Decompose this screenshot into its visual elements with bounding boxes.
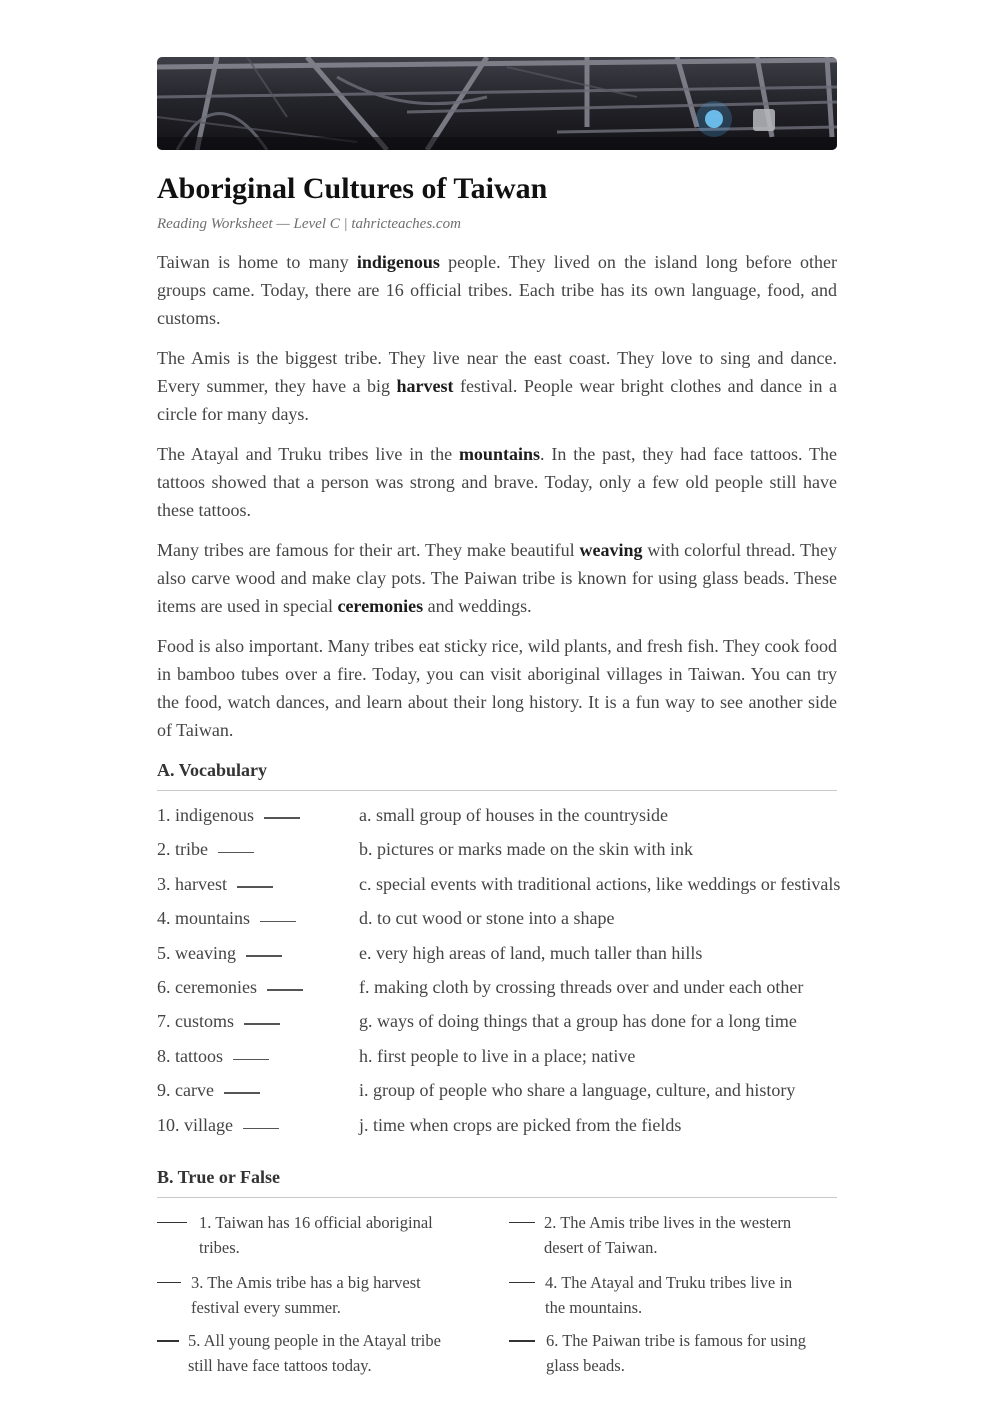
answer-blank[interactable] bbox=[157, 1340, 179, 1342]
roof-structure-illustration bbox=[157, 57, 837, 150]
answer-blank[interactable] bbox=[264, 817, 300, 819]
worksheet-page bbox=[157, 57, 841, 1390]
keyword-mountains: mountains bbox=[458, 444, 540, 464]
answer-blank[interactable] bbox=[157, 1222, 187, 1223]
true-false-heading: B. True or False bbox=[157, 1165, 837, 1198]
answer-blank[interactable] bbox=[233, 1059, 269, 1060]
vocab-term: 2. tribe bbox=[157, 839, 208, 860]
vocab-definition: h. first people to live in a place; native bbox=[359, 1045, 636, 1066]
header-photo bbox=[157, 57, 837, 150]
tf-question-5: 5. All young people in the Atayal tribe still have face tattoos today. bbox=[157, 1328, 457, 1378]
vocab-row bbox=[157, 1007, 837, 1041]
vocab-term: 5. weaving bbox=[157, 942, 236, 963]
answer-blank[interactable] bbox=[260, 921, 296, 922]
answer-blank[interactable] bbox=[237, 886, 273, 888]
tf-question-2: 2. The Amis tribe lives in the western desert of Taiwan. bbox=[509, 1210, 809, 1260]
vocab-definition: j. time when crops are picked from the fields bbox=[359, 1114, 682, 1135]
answer-blank[interactable] bbox=[509, 1222, 535, 1223]
vocab-row bbox=[157, 1111, 837, 1145]
vocabulary-heading: A. Vocabulary bbox=[157, 758, 837, 791]
tf-question-3: 3. The Amis tribe has a big harvest festival every summer. bbox=[157, 1270, 457, 1320]
keyword-harvest: harvest bbox=[396, 376, 454, 396]
answer-blank[interactable] bbox=[157, 1282, 181, 1283]
answer-blank[interactable] bbox=[218, 852, 254, 853]
vocab-term: 1. indigenous bbox=[157, 805, 254, 825]
vocab-definition: e. very high areas of land, much taller than hills bbox=[359, 942, 703, 963]
keyword-indigenous: indigenous bbox=[356, 252, 440, 272]
vocab-definition: d. to cut wood or stone into a shape bbox=[359, 908, 615, 929]
vocab-row bbox=[157, 1042, 837, 1076]
vocab-row bbox=[157, 1076, 837, 1110]
answer-blank[interactable] bbox=[224, 1092, 260, 1094]
reading-paragraph-4: Many tribes are famous for their art. They make beautiful weaving with colorful thread. They also carve wood and make clay pots. The Paiwan tribe is known for using glass beads. These items are used in special ceremonies and weddings. bbox=[157, 540, 837, 616]
vocab-definition: a. small group of houses in the countryside bbox=[359, 805, 668, 825]
vocab-definition: f. making cloth by crossing threads over and under each other bbox=[359, 976, 804, 997]
answer-blank[interactable] bbox=[509, 1282, 535, 1283]
reading-paragraph-2: The Amis is the biggest tribe. They live near the east coast. They love to sing and dance. Every summer, they have a big harvest festival. People wear bright clothes and dance in a circle for many days. bbox=[157, 348, 837, 424]
answer-blank[interactable] bbox=[244, 1023, 280, 1025]
reading-paragraph-3: The Atayal and Truku tribes live in the mountains. In the past, they had face tattoos. The tattoos showed that a person was strong and brave. Today, only a few old people still have these tattoos. bbox=[157, 444, 838, 520]
tf-question-4: 4. The Atayal and Truku tribes live in the mountains. bbox=[509, 1270, 809, 1320]
vocab-definition: i. group of people who share a language, culture, and history bbox=[359, 1080, 796, 1101]
reading-paragraph-1: Taiwan is home to many indigenous people. They lived on the island long before other groups came. Today, there are 16 official tribes. Each tribe has its own language, food, and customs. bbox=[157, 252, 837, 328]
answer-blank[interactable] bbox=[267, 989, 303, 991]
vocab-definition: g. ways of doing things that a group has done for a long time bbox=[359, 1011, 797, 1032]
vocab-row bbox=[157, 801, 837, 835]
vocab-term: 4. mountains bbox=[157, 908, 250, 929]
page-subtitle: Reading Worksheet — Level C | tahricteaches.com bbox=[157, 216, 461, 232]
vocab-row bbox=[157, 904, 837, 938]
vocab-term: 9. carve bbox=[157, 1080, 214, 1101]
vocab-definition: b. pictures or marks made on the skin with ink bbox=[359, 839, 693, 860]
vocab-term: 6. ceremonies bbox=[157, 976, 257, 997]
vocab-row bbox=[157, 870, 841, 904]
vocab-term: 3. harvest bbox=[157, 873, 227, 894]
vocab-row bbox=[157, 835, 837, 869]
true-false-questions bbox=[157, 1210, 837, 1390]
vocabulary-matching bbox=[157, 801, 841, 1145]
tf-question-6: 6. The Paiwan tribe is famous for using glass beads. bbox=[509, 1328, 809, 1378]
vocab-row bbox=[157, 973, 837, 1007]
vocab-term: 10. village bbox=[157, 1114, 233, 1135]
keyword-ceremonies: ceremonies bbox=[337, 596, 424, 616]
tf-question-1: 1. Taiwan has 16 official aboriginal tribes. bbox=[157, 1210, 457, 1260]
answer-blank[interactable] bbox=[509, 1340, 535, 1342]
answer-blank[interactable] bbox=[243, 1128, 279, 1129]
vocab-definition: c. special events with traditional actions, like weddings or festivals bbox=[359, 873, 841, 894]
reading-paragraph-5: Food is also important. Many tribes eat sticky rice, wild plants, and fresh fish. They cook food in bamboo tubes over a fire. Today, you can visit aboriginal villages in Taiwan. You can try the food, watch dances, and learn about their long history. It is a fun way to see another side of Taiwan. bbox=[157, 636, 837, 740]
keyword-weaving: weaving bbox=[579, 540, 643, 560]
answer-blank[interactable] bbox=[246, 955, 282, 957]
vocab-term: 8. tattoos bbox=[157, 1045, 223, 1066]
vocab-term: 7. customs bbox=[157, 1011, 235, 1032]
page-title: Aboriginal Cultures of Taiwan bbox=[157, 172, 548, 205]
vocab-row bbox=[157, 939, 837, 973]
